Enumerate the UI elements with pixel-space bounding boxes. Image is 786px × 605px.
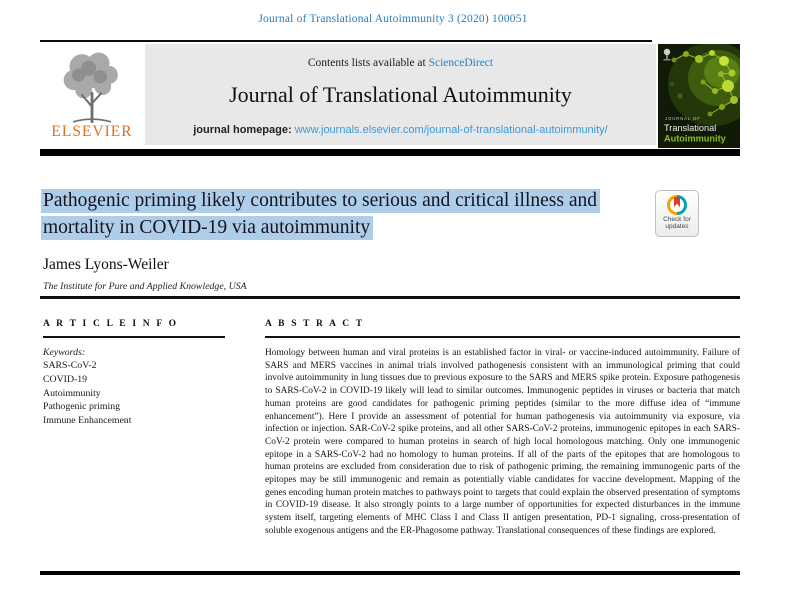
journal-homepage-line	[145, 124, 656, 136]
header-bottom-rule	[40, 149, 740, 156]
keywords-list	[43, 346, 225, 428]
running-head-citation: Journal of Translational Autoimmunity 3 (2020) 100051	[258, 13, 528, 25]
contents-list-line	[145, 57, 656, 69]
crossmark-icon	[667, 195, 687, 215]
keyword-item: Autoimmunity	[43, 387, 101, 399]
journal-header	[40, 40, 740, 156]
cover-translational-text: Translational	[664, 123, 717, 133]
divider-rule	[40, 296, 740, 299]
homepage-link[interactable]: www.journals.elsevier.com/journal-of-translational-autoimmunity/	[294, 124, 608, 136]
author-affiliation: The Institute for Pure and Applied Knowledge, USA	[43, 281, 247, 292]
author-name: James Lyons-Weiler	[43, 256, 169, 273]
article-info-column	[43, 319, 225, 538]
keyword-item: Pathogenic priming	[43, 401, 121, 413]
abstract-heading-rule	[265, 336, 740, 338]
abstract-text: Homology between human and viral proteins is an established factor in viral- or vaccine-induced autoimmunity. Failure of SARS and MERS vaccines in animal trials involved pathogenesis consistent with an immunological priming that could involve autoimmunity in lung tissues due to previous exposure to the SARS and MERS spike protein. Exposure pathogenesis to SARS-CoV-2 in COVID-19 likely will lead to similar outcomes. Immunogenic peptides in viruses or bacteria that match human proteins are good candidates for pathogenic priming peptides (similar to the more diffuse idea of “immune enhancement”). Here I provide an assessment of potential for human pathogenesis via autoimmunity via exposure, via infection or injection. SAR-CoV-2 spike proteins, and all other SARS-CoV-2 proteins, immunogenic epitopes in each SARS-CoV-2 protein were compared to human proteins in search of high local homologous matching. Only one immunogenic epitope in a SARS-CoV-2 had no homology to human proteins. If all of the parts of the epitopes that are homologous to human proteins are excluded from consideration due to risk of pathogenic priming, the remaining immunogenic parts of the epitopes may be still immunogenic and remain as potentially viable candidates for vaccine development. Mapping of the genes encoding human protein matches to pathways point to targets that could explain the observed presentation of symptoms in COVID-19 disease. It also strongly points to a large number of opportunities for expected disturbances in the immune system itself, targeting elements of MHC Class I and Class II antigen presentation, PD-1 signaling, cross-presentation of soluble exogenous antigens and the ER-Phagosome pathway. Translational consequences of these findings are explored.	[265, 348, 740, 536]
sciencedirect-link[interactable]: ScienceDirect	[428, 57, 494, 69]
elsevier-logo	[42, 45, 142, 148]
keywords-label: Keywords:	[43, 346, 86, 358]
article-title	[41, 187, 661, 241]
contents-list-prefix: Contents lists available at	[307, 57, 429, 69]
article-info-abstract-columns	[43, 319, 740, 538]
cover-journal-of-text: JOURNAL OF	[665, 116, 701, 121]
elsevier-wordmark: ELSEVIER	[51, 123, 133, 140]
check-for-updates-badge[interactable]	[655, 190, 699, 237]
keyword-item: SARS-CoV-2	[43, 360, 97, 372]
article-title-line-1: Pathogenic priming likely contributes to serious and critical illness and	[41, 189, 600, 213]
abstract-heading: A B S T R A C T	[265, 319, 365, 329]
journal-cover-image	[658, 44, 740, 148]
check-for-updates-label: Check for updates	[663, 216, 691, 230]
page-bottom-rule	[40, 571, 740, 575]
cover-autoimmunity-text: Autoimmunity	[664, 133, 726, 144]
article-title-line-2: mortality in COVID-19 via autoimmunity	[41, 216, 373, 240]
journal-title: Journal of Translational Autoimmunity	[229, 82, 572, 107]
article-info-heading: A R T I C L E I N F O	[43, 319, 179, 329]
abstract-column	[265, 319, 740, 538]
elsevier-tree-icon	[42, 45, 142, 125]
column-gap	[225, 319, 265, 538]
homepage-label: journal homepage:	[193, 124, 295, 136]
keyword-item: Immune Enhancement	[43, 415, 132, 427]
journal-banner-box	[145, 44, 656, 145]
keyword-item: COVID-19	[43, 373, 88, 385]
header-top-rule	[40, 40, 652, 42]
article-info-heading-rule	[43, 336, 225, 338]
